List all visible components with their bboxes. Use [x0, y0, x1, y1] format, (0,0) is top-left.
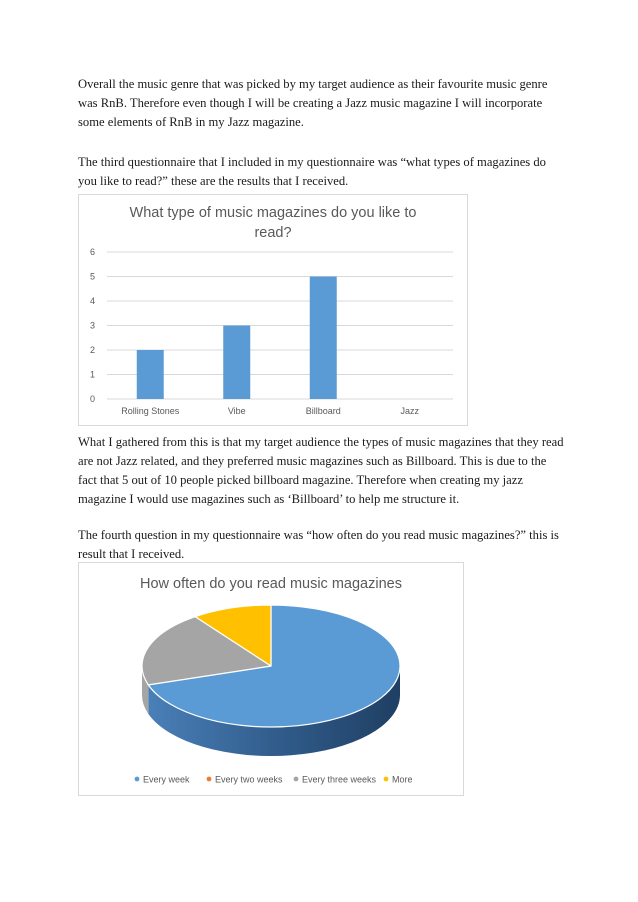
- pie-chart: [79, 563, 463, 795]
- fourth-question-paragraph: The fourth question in my questionnaire was “how often do you read music magazines?” this is result that I received.: [78, 528, 559, 561]
- legend-label: More: [392, 774, 413, 785]
- y-tick-label: 6: [89, 247, 95, 257]
- bar: [310, 277, 337, 400]
- x-tick-label: Vibe: [227, 406, 246, 416]
- x-tick-label: Rolling Stones: [121, 406, 180, 416]
- x-tick-label: Billboard: [305, 406, 341, 416]
- bar-chart: [79, 195, 467, 425]
- y-tick-label: 1: [89, 369, 95, 380]
- legend-marker: [135, 777, 140, 782]
- legend-label: Every week: [143, 774, 190, 785]
- legend-marker: [384, 777, 389, 782]
- bar-chart-title-line-1: What type of music magazines do you like to: [129, 205, 417, 221]
- y-tick-label: 4: [89, 296, 95, 306]
- legend-marker: [207, 777, 212, 782]
- legend-label: Every two weeks: [215, 774, 283, 785]
- intro-paragraph: Overall the music genre that was picked by my target audience as their favourite music genre was RnB. Therefore even though I will be creating a Jazz music magazine I will incorporate some elements of RnB in my Jazz magazine.: [78, 77, 548, 129]
- bar-chart-title-line-2: read?: [254, 225, 292, 241]
- third-question-paragraph: The third questionnaire that I included in my questionnaire was “what types of magazines do you like to read?” these are the results that I received.: [78, 155, 546, 188]
- y-tick-label: 3: [89, 320, 95, 331]
- y-tick-label: 0: [89, 394, 95, 404]
- y-tick-label: 2: [89, 345, 95, 355]
- bar: [137, 350, 164, 399]
- bar-chart-container: [78, 194, 468, 426]
- x-tick-label: Jazz: [400, 406, 420, 416]
- bar: [223, 326, 250, 400]
- pie-chart-title: How often do you read music magazines: [140, 576, 402, 592]
- legend-label: Every three weeks: [302, 774, 377, 785]
- analysis-paragraph: What I gathered from this is that my target audience the types of music magazines that they read are not Jazz related, and they preferred music magazines such as Billboard. This is due to the fact that 5 out of 10 people picked billboard magazine. Therefore when creating my jazz magazine I would use magazines such as ‘Billboard’ to help me structure it.: [78, 435, 564, 506]
- legend-marker: [294, 777, 299, 782]
- y-tick-label: 5: [89, 271, 95, 282]
- pie-chart-container: [78, 562, 464, 796]
